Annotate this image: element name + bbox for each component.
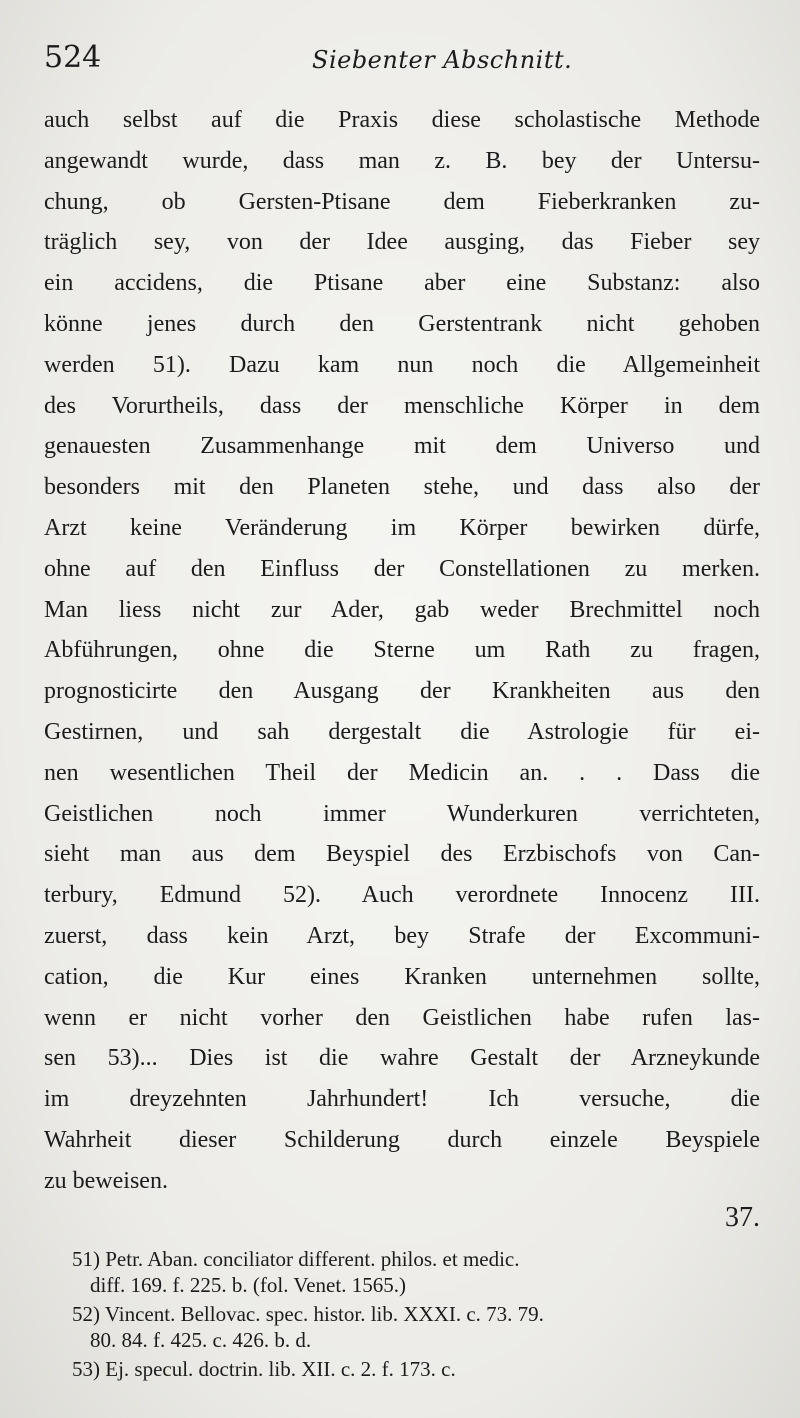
text-line: chung, ob Gersten-Ptisane dem Fieberkranken zu- xyxy=(44,188,760,215)
text-line: zu beweisen. xyxy=(44,1167,168,1194)
text-line: ohne auf den Einfluss der Constellationen zu merken. xyxy=(44,555,760,582)
footnote-52-continued: 80. 84. f. 425. c. 426. b. d. xyxy=(90,1328,312,1352)
text-line: Man liess nicht zur Ader, gab weder Brechmittel noch xyxy=(44,596,760,623)
running-title: Siebenter Abschnitt. xyxy=(312,46,573,74)
footnote-53: 53) Ej. specul. doctrin. lib. XII. c. 2. f. 173. c. xyxy=(72,1357,456,1381)
text-line: Wahrheit dieser Schilderung durch einzele Beyspiele xyxy=(44,1126,760,1153)
text-line: ein accidens, die Ptisane aber eine Substanz: also xyxy=(44,270,760,297)
text-line: werden 51). Dazu kam nun noch die Allgemeinheit xyxy=(44,351,760,378)
section-number: 37. xyxy=(725,1202,760,1233)
text-line: Abführungen, ohne die Sterne um Rath zu fragen, xyxy=(44,637,760,664)
text-line: im dreyzehnten Jahrhundert! Ich versuche, die xyxy=(44,1086,760,1113)
text-line: sen 53)... Dies ist die wahre Gestalt der Arzneykunde xyxy=(44,1045,760,1072)
footnote-52: 52) Vincent. Bellovac. spec. histor. lib. XXXI. c. 73. 79. xyxy=(72,1302,544,1326)
text-line: des Vorurtheils, dass der menschliche Körper in dem xyxy=(44,392,760,419)
text-line: besonders mit den Planeten stehe, und dass also der xyxy=(44,474,760,501)
text-line: angewandt wurde, dass man z. B. bey der Untersu- xyxy=(44,147,760,174)
text-line: träglich sey, von der Idee ausging, das Fieber sey xyxy=(44,229,760,256)
footnote-51: 51) Petr. Aban. conciliator different. philos. et medic. xyxy=(72,1247,520,1271)
text-line: Gestirnen, und sah dergestalt die Astrologie für ei- xyxy=(44,718,760,745)
text-line: nen wesentlichen Theil der Medicin an. . . Dass die xyxy=(44,759,760,786)
page-number: 524 xyxy=(44,40,102,75)
footnote-51-continued: diff. 169. f. 225. b. (fol. Venet. 1565.) xyxy=(90,1273,406,1297)
text-line: genauesten Zusammenhange mit dem Universo und xyxy=(44,433,760,460)
text-line: wenn er nicht vorher den Geistlichen habe rufen las- xyxy=(44,1004,760,1031)
page-header xyxy=(40,40,760,80)
text-line: sieht man aus dem Beyspiel des Erzbischofs von Can- xyxy=(44,841,760,868)
text-line: terbury, Edmund 52). Auch verordnete Innocenz III. xyxy=(44,882,760,909)
footnotes xyxy=(72,1246,762,1382)
text-line: Geistlichen noch immer Wunderkuren verrichteten, xyxy=(44,800,760,827)
text-line: könne jenes durch den Gerstentrank nicht gehoben xyxy=(44,310,760,337)
text-line: cation, die Kur eines Kranken unternehmen sollte, xyxy=(44,963,760,990)
text-line: prognosticirte den Ausgang der Krankheiten aus den xyxy=(44,678,760,705)
body-text xyxy=(44,100,760,1202)
text-line: zuerst, dass kein Arzt, bey Strafe der Excommuni- xyxy=(44,922,760,949)
text-line: Arzt keine Veränderung im Körper bewirken dürfe, xyxy=(44,514,760,541)
text-line: auch selbst auf die Praxis diese scholastische Methode xyxy=(44,107,760,133)
